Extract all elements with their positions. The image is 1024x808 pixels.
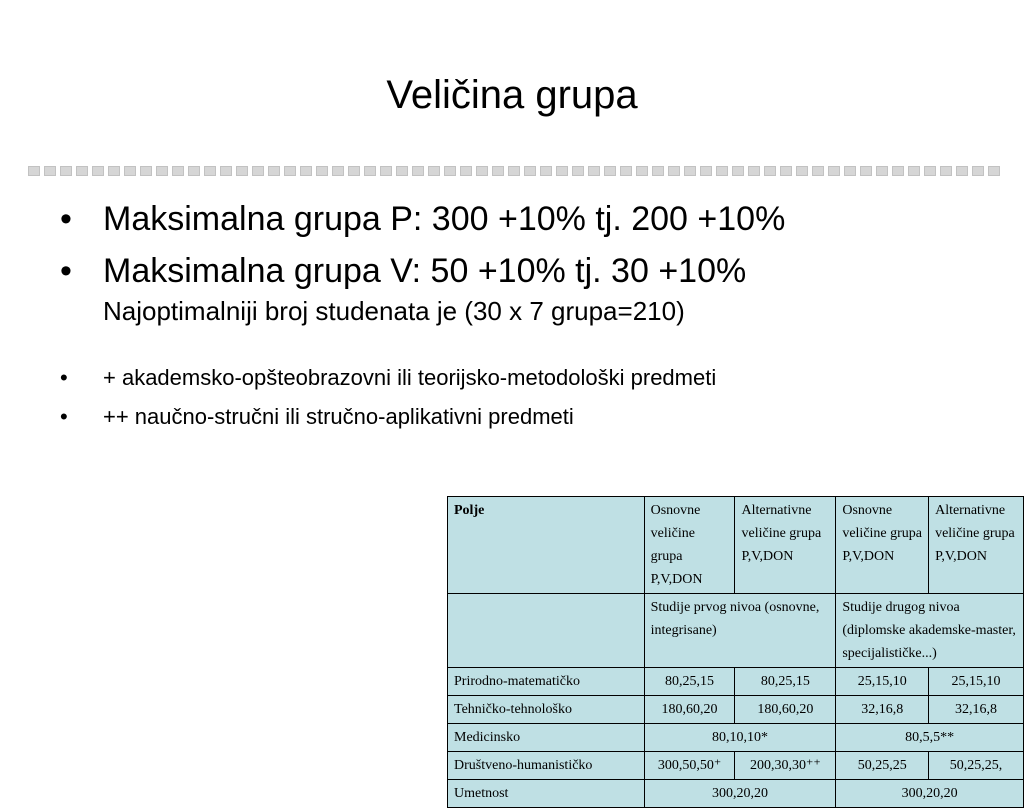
divider-square <box>92 166 104 176</box>
row-label: Medicinsko <box>448 724 645 752</box>
divider-square <box>284 166 296 176</box>
divider-square <box>908 166 920 176</box>
slide-title: Veličina grupa <box>386 73 638 117</box>
divider-square <box>588 166 600 176</box>
divider-square <box>380 166 392 176</box>
bullet-subtext: Najoptimalniji broj studenata je (30 x 7 grupa=210) <box>103 296 685 326</box>
row-label: Umetnost <box>448 780 645 808</box>
divider-square <box>172 166 184 176</box>
table-row <box>448 752 1024 780</box>
divider-square <box>476 166 488 176</box>
divider-square <box>108 166 120 176</box>
divider-square <box>700 166 712 176</box>
row-label: Društveno-humanističko <box>448 752 645 780</box>
dotted-divider <box>28 166 1004 178</box>
table-row <box>448 668 1024 696</box>
bullet-text: Maksimalna grupa V: 50 +10% tj. 30 +10% <box>103 252 747 290</box>
bullet-list <box>60 190 1000 433</box>
table-row <box>448 696 1024 724</box>
divider-square <box>204 166 216 176</box>
divider-square <box>220 166 232 176</box>
divider-square <box>236 166 248 176</box>
divider-square <box>668 166 680 176</box>
divider-square <box>540 166 552 176</box>
bullet-text: Maksimalna grupa P: 300 +10% tj. 200 +10% <box>103 200 786 238</box>
table-cell: 80,5,5** <box>836 724 1024 752</box>
header-col-3: Osnovne veličine grupa P,V,DON <box>836 497 929 594</box>
divider-square <box>412 166 424 176</box>
divider-square <box>796 166 808 176</box>
divider-square <box>252 166 264 176</box>
table-cell: 300,20,20 <box>644 780 836 808</box>
divider-square <box>332 166 344 176</box>
bullet-plusplus-legend <box>60 401 1000 433</box>
group-size-table-container <box>447 496 1024 801</box>
divider-square <box>300 166 312 176</box>
table-row <box>448 780 1024 808</box>
divider-square <box>828 166 840 176</box>
table-cell: 25,15,10 <box>836 668 929 696</box>
divider-square <box>156 166 168 176</box>
header-col-1: Osnovne veličine grupa P,V,DON <box>644 497 735 594</box>
divider-square <box>876 166 888 176</box>
table-cell: 300,50,50⁺ <box>644 752 735 780</box>
header-col-4: Alternativne veličine grupa P,V,DON <box>929 497 1024 594</box>
divider-square <box>844 166 856 176</box>
divider-square <box>860 166 872 176</box>
bullet-text: ++ naučno-stručni ili stručno-aplikativni predmeti <box>103 404 574 429</box>
table-cell: 32,16,8 <box>836 696 929 724</box>
divider-square <box>604 166 616 176</box>
bullet-text: + akademsko-opšteobrazovni ili teorijsko-metodološki predmeti <box>103 365 717 390</box>
divider-square <box>428 166 440 176</box>
level-first: Studije prvog nivoa (osnovne, integrisane) <box>644 594 836 668</box>
bullet-max-group-v <box>60 248 1000 328</box>
divider-square <box>444 166 456 176</box>
divider-square <box>268 166 280 176</box>
table-cell: 50,25,25, <box>929 752 1024 780</box>
divider-square <box>732 166 744 176</box>
table-row <box>448 724 1024 752</box>
divider-square <box>636 166 648 176</box>
divider-square <box>124 166 136 176</box>
divider-square <box>188 166 200 176</box>
table-cell: 80,25,15 <box>644 668 735 696</box>
bullet-max-group-p <box>60 196 1000 242</box>
row-label: Prirodno-matematičko <box>448 668 645 696</box>
divider-square <box>460 166 472 176</box>
divider-square <box>748 166 760 176</box>
table-cell: 80,10,10* <box>644 724 836 752</box>
divider-square <box>652 166 664 176</box>
header-polje: Polje <box>448 497 645 594</box>
divider-square <box>76 166 88 176</box>
level-second: Studije drugog nivoa (diplomske akademske-master, specijalističke...) <box>836 594 1024 668</box>
divider-square <box>956 166 968 176</box>
divider-square <box>684 166 696 176</box>
table-header-row <box>448 497 1024 594</box>
divider-square <box>524 166 536 176</box>
divider-square <box>396 166 408 176</box>
table-cell: 25,15,10 <box>929 668 1024 696</box>
divider-square <box>348 166 360 176</box>
divider-square <box>716 166 728 176</box>
divider-square <box>780 166 792 176</box>
table-cell: 300,20,20 <box>836 780 1024 808</box>
divider-square <box>60 166 72 176</box>
divider-square <box>316 166 328 176</box>
divider-square <box>812 166 824 176</box>
bullet-plus-legend <box>60 362 1000 394</box>
divider-square <box>556 166 568 176</box>
divider-square <box>572 166 584 176</box>
divider-square <box>364 166 376 176</box>
divider-square <box>44 166 56 176</box>
table-cell: 180,60,20 <box>644 696 735 724</box>
row-label: Tehničko-tehnološko <box>448 696 645 724</box>
table-level-row <box>448 594 1024 668</box>
divider-square <box>492 166 504 176</box>
divider-square <box>892 166 904 176</box>
divider-square <box>28 166 40 176</box>
table-cell: 32,16,8 <box>929 696 1024 724</box>
table-cell: 50,25,25 <box>836 752 929 780</box>
divider-square <box>988 166 1000 176</box>
table-cell: 200,30,30⁺⁺ <box>735 752 836 780</box>
divider-square <box>924 166 936 176</box>
table-cell: 80,25,15 <box>735 668 836 696</box>
group-size-table <box>447 496 1024 808</box>
empty-cell <box>448 594 645 668</box>
divider-square <box>940 166 952 176</box>
divider-square <box>140 166 152 176</box>
divider-square <box>508 166 520 176</box>
divider-square <box>972 166 984 176</box>
divider-square <box>764 166 776 176</box>
divider-square <box>620 166 632 176</box>
table-cell: 180,60,20 <box>735 696 836 724</box>
header-col-2: Alternativne veličine grupa P,V,DON <box>735 497 836 594</box>
